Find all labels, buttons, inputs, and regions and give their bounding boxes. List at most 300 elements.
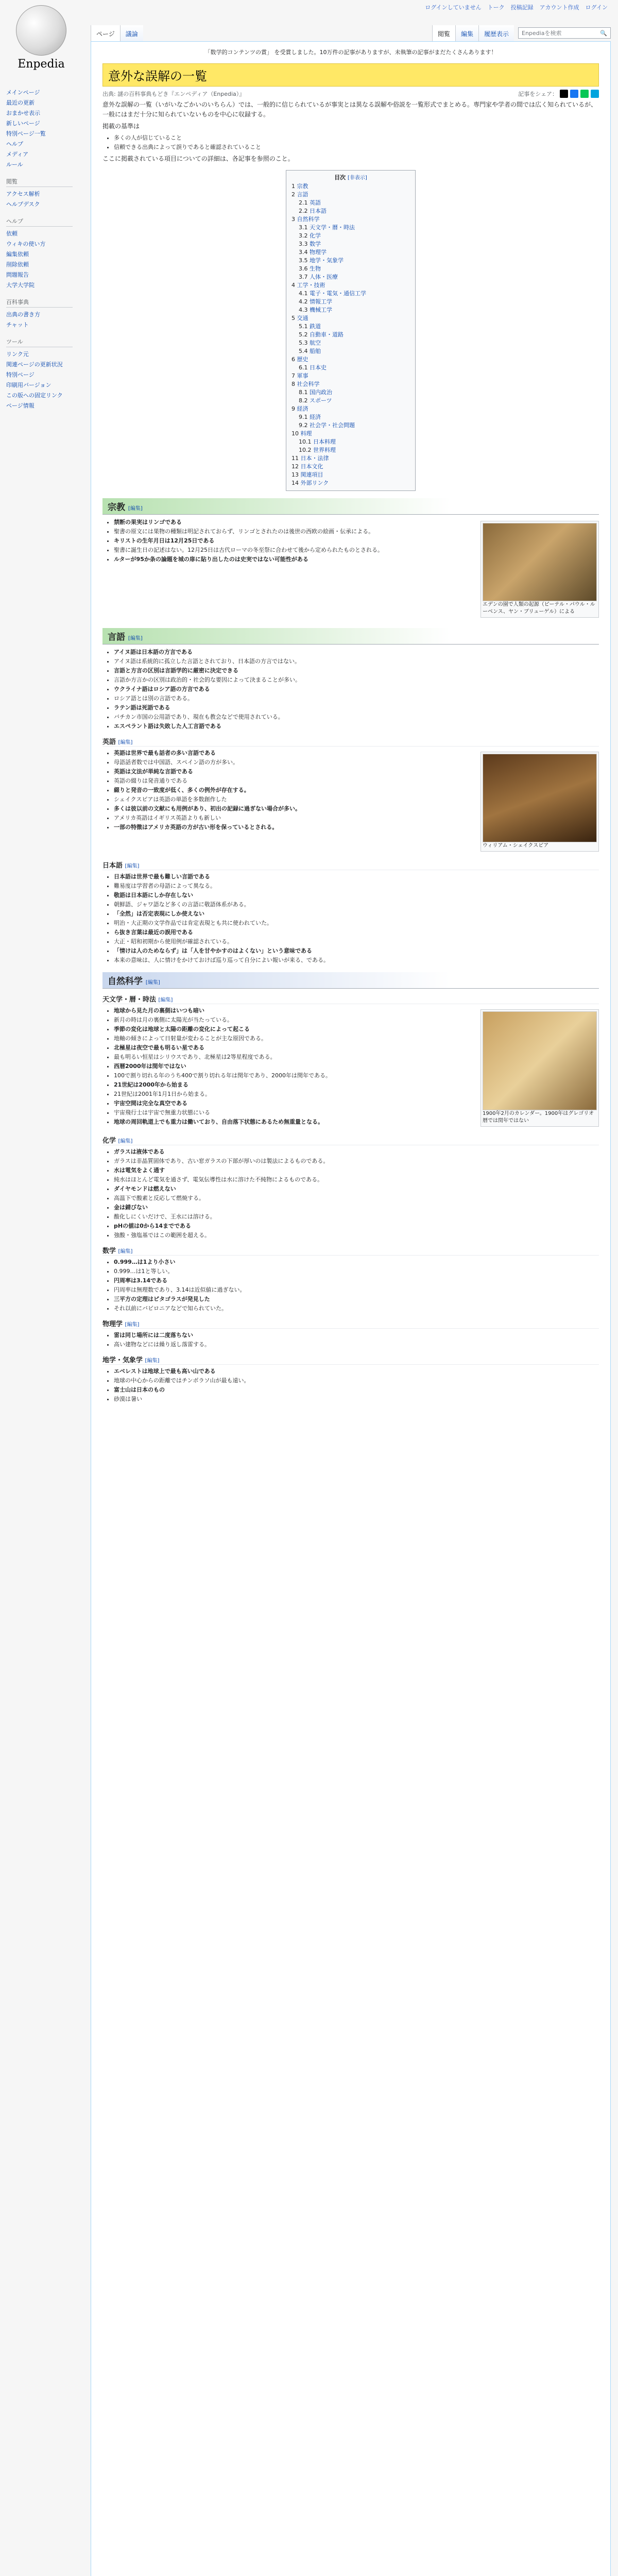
toc-link[interactable]: 軍事 (297, 372, 308, 379)
figure (480, 521, 599, 618)
toc-number: 3.6 (299, 265, 308, 272)
list-item: • エスペラント語は失敗した人工言語である (114, 722, 599, 731)
toc-item[interactable] (291, 290, 410, 298)
toc-link[interactable]: 日本語 (310, 208, 327, 214)
toc-link[interactable]: 地学・気象学 (310, 257, 344, 264)
list-item: • ロシア語とは別の言語である。 (114, 694, 599, 703)
toc-link[interactable]: 関連項目 (300, 471, 323, 478)
figure-caption: ウィリアム・シェイクスピア (483, 843, 549, 849)
personal-link[interactable]: ログイン (585, 4, 608, 11)
toc-number: 3.2 (299, 232, 308, 239)
item-list (114, 1331, 599, 1349)
toc-item[interactable] (291, 463, 410, 471)
section (102, 628, 599, 731)
list-item: • 地球から見た月の裏側はいつも暗い (114, 1006, 599, 1015)
section-title: 数学 (102, 1247, 116, 1255)
toc-item[interactable] (291, 323, 410, 331)
toc-item[interactable] (291, 265, 410, 273)
toc-item[interactable] (291, 240, 410, 248)
edit-section-link[interactable]: [編集] (125, 1322, 140, 1328)
list-item: • 地球の中心からの距離ではチンボラソ山が最も遠い。 (114, 1376, 599, 1385)
toc-link[interactable]: 社会学・社会問題 (310, 422, 355, 429)
list-item: • 高い建物などには繰り返し落雷する。 (114, 1340, 599, 1349)
toc-link[interactable]: 英語 (310, 199, 321, 206)
toc-link[interactable]: 経済 (310, 414, 321, 420)
section (102, 1135, 599, 1240)
list-item: • 英語は世界で最も話者の多い言語である (114, 749, 599, 758)
section (102, 1245, 599, 1313)
top-bar (0, 0, 618, 21)
search-icon[interactable]: 🔍 (600, 29, 607, 37)
edit-section-link[interactable]: [編集] (128, 636, 143, 641)
toc-number: 8.1 (299, 389, 308, 396)
toc-number: 2.2 (299, 208, 308, 214)
list-item: • ガラスは液体である (114, 1147, 599, 1157)
list-item: • 朝鮮語、ジャワ語など多くの言語に敬語体系がある。 (114, 900, 599, 909)
search-placeholder: Enpediaを検索 (522, 30, 562, 37)
section (102, 498, 599, 621)
toc-item[interactable] (291, 438, 410, 446)
list-item: • 高温下で酸素と反応して燃焼する。 (114, 1194, 599, 1203)
toc-number: 5.4 (299, 348, 308, 354)
toc-number: 1 (291, 183, 295, 190)
list-item: • 宇宙飛行士は宇宙で無重力状態にいる (114, 1108, 599, 1117)
toc-link[interactable]: 日本料理 (313, 438, 336, 445)
section-title: 宗教 (108, 502, 125, 513)
toc-item[interactable] (291, 331, 410, 339)
list-item: • 英語は文法が単純な言語である (114, 767, 599, 776)
toc-item[interactable] (291, 355, 410, 364)
toc-number: 3.1 (299, 224, 308, 231)
sidebar-item[interactable]: 依頼 (6, 230, 18, 237)
section (102, 860, 599, 965)
toc-number: 5.3 (299, 340, 308, 346)
criteria-item: • 信頼できる出典によって誤りであると確認されていること (114, 143, 599, 152)
toc-item[interactable] (291, 446, 410, 454)
sidebar-item[interactable]: 関連ページの更新状況 (6, 361, 63, 368)
toc-link[interactable]: 人体・医療 (310, 274, 338, 280)
toc-item[interactable] (291, 273, 410, 281)
toc-link[interactable]: 電子・電気・通信工学 (310, 290, 366, 297)
figure-image[interactable] (483, 1011, 597, 1110)
sidebar-item[interactable]: 最近の更新 (6, 99, 35, 106)
edit-section-link[interactable]: [編集] (158, 997, 173, 1003)
list-item: • 「情けは人のためならず」は「人を甘やかすのはよくない」という意味である (114, 946, 599, 956)
list-item: • 金は錆びない (114, 1203, 599, 1212)
list-item: • アイヌ語は日本語の方言である (114, 648, 599, 657)
toc-link[interactable]: 料理 (300, 430, 312, 437)
list-item: • ガラスは非晶質固体であり、古い窓ガラスの下部が厚いのは製法によるものである。 (114, 1157, 599, 1166)
toc-number: 8 (291, 381, 295, 387)
sidebar-section-title: ヘルプ (6, 217, 73, 227)
list-item: • キリストの生年月日は12月25日である (114, 536, 599, 546)
figure-image[interactable] (483, 523, 597, 601)
sidebar-item[interactable]: 新しいページ (6, 120, 40, 127)
subsection-heading (102, 994, 599, 1004)
toc-link[interactable]: 工学・技術 (297, 282, 325, 289)
subsection-heading (102, 1318, 599, 1329)
edit-section-link[interactable]: [編集] (118, 1249, 133, 1255)
table-of-contents (286, 170, 416, 491)
list-item: • ら抜き言葉は最近の誤用である (114, 928, 599, 937)
edit-section-link[interactable]: [編集] (118, 740, 133, 745)
list-item: • 円周率は無理数であり、3.14は近似値に過ぎない。 (114, 1285, 599, 1295)
edit-section-link[interactable]: [編集] (145, 980, 160, 986)
toc-number: 3.3 (299, 241, 308, 247)
tagline: 出典: 謎の百科事典もどき『エンペディア（Enpedia）』 (102, 91, 245, 97)
list-item: • 言語か方言かの区別は政治的・社会的な要因によって決まることが多い。 (114, 675, 599, 685)
sidebar-section (3, 217, 73, 291)
list-item: • 綴りと発音の一致度が低く、多くの例外が存在する。 (114, 786, 599, 795)
namespace-tabs (91, 25, 143, 41)
section-title: 化学 (102, 1137, 116, 1145)
item-list (114, 1147, 599, 1240)
toc-item[interactable] (291, 388, 410, 397)
toc-number: 6.1 (299, 364, 308, 371)
edit-section-link[interactable]: [編集] (145, 1358, 160, 1364)
figure (480, 1009, 599, 1127)
toc-item[interactable] (291, 430, 410, 438)
toc-number: 4 (291, 282, 295, 289)
toc-link[interactable]: 船舶 (310, 348, 321, 354)
list-item: • シェイクスピアは英語の単語を多数創作した (114, 795, 599, 804)
list-item: • 聖書に誕生日の記述はない。12月25日は古代ローマの冬至祭に合わせて後から定められたものとされる。 (114, 546, 599, 555)
item-list (114, 872, 599, 965)
list-item: • 禁断の果実はリンゴである (114, 518, 599, 527)
toc-number: 6 (291, 356, 295, 363)
list-item: • 新月の時は月の裏側に太陽光が当たっている。 (114, 1015, 599, 1025)
toc-item[interactable] (291, 421, 410, 430)
list-item: • ラテン語は死語である (114, 703, 599, 713)
toc-title (291, 174, 410, 182)
list-item: • 純水はほとんど電気を通さず、電気伝導性は水に溶けた不純物によるものである。 (114, 1175, 599, 1184)
toc-item[interactable] (291, 224, 410, 232)
toc-number: 3.5 (299, 257, 308, 264)
list-item: • 0.999…は1と等しい。 (114, 1267, 599, 1276)
page-title: 意外な誤解の一覧 (102, 63, 599, 87)
sections (102, 498, 599, 1404)
list-item: • 最も明るい恒星はシリウスであり、北極星は2等星程度である。 (114, 1053, 599, 1062)
sidebar-item[interactable]: チャット (6, 321, 29, 328)
sidebar-item[interactable]: 大学大学院 (6, 282, 35, 289)
sidebar-item[interactable]: 削除依頼 (6, 261, 29, 268)
sidebar-item[interactable]: ヘルプ (6, 141, 23, 147)
list-item: • 「全然」は否定表現にしか使えない (114, 909, 599, 919)
toc-number: 3 (291, 216, 295, 223)
tab-namespace[interactable]: 議論 (120, 25, 143, 41)
search-input[interactable] (518, 27, 611, 39)
list-item: • 大正・昭和初期から使用例が確認されている。 (114, 937, 599, 946)
sidebar-item[interactable]: 印刷用バージョン (6, 382, 52, 388)
view-tabs (432, 25, 611, 41)
list-item: • 難易度は学習者の母語によって異なる。 (114, 882, 599, 891)
criteria-item: • 多くの人が信じていること (114, 133, 599, 143)
section-heading (102, 628, 599, 645)
sidebar-item[interactable]: ページ情報 (6, 402, 35, 409)
toc-link[interactable]: 国内政治 (310, 389, 332, 396)
toc-number: 9.1 (299, 414, 308, 420)
globe-logo-icon (16, 5, 66, 56)
lead-paragraph: 意外な誤解の一覧（いがいなごかいのいちらん）では、一般的に信じられているが事実とは異なる誤解や俗説を一覧形式でまとめる。専門家や学者の間では広く知られているが、一般にはまだ十分に知られていないものを中心に収録する。 (102, 101, 597, 118)
sidebar-item[interactable]: メインページ (6, 89, 40, 96)
list-item: • 多くは彼以前の文献にも用例があり、初出の記録に過ぎない場合が多い。 (114, 804, 599, 814)
toc-number: 4.2 (299, 298, 308, 305)
note: ここに掲載されている項目についての詳細は、各記事を参照のこと。 (102, 155, 294, 162)
list-item: • 100で割り切れる年のうち400で割り切れる年は閏年であり、2000年は閏年である。 (114, 1071, 599, 1080)
share-label: 記事をシェア： (518, 91, 558, 97)
list-item: • 西暦2000年は閏年ではない (114, 1062, 599, 1071)
toc-link[interactable]: 歴史 (297, 356, 308, 363)
toc-item[interactable] (291, 364, 410, 372)
toc-link[interactable]: 化学 (310, 232, 321, 239)
sidebar-item[interactable]: 特別ページ一覧 (6, 130, 46, 137)
list-item: • アメリカ英語はイギリス英語よりも新しい (114, 814, 599, 823)
toc-link[interactable]: 交通 (297, 315, 308, 321)
toc-number: 2.1 (299, 199, 308, 206)
toc-link[interactable]: 物理学 (310, 249, 327, 256)
subsection-heading (102, 736, 599, 747)
subsection-heading (102, 860, 599, 870)
sidebar-item[interactable]: 問題報告 (6, 272, 29, 278)
personal-link[interactable]: トーク (487, 4, 505, 11)
toc-item[interactable] (291, 479, 410, 487)
list-item: • 英語の綴りは発音通りである (114, 776, 599, 786)
toc-number: 5.1 (299, 323, 308, 330)
section-title: 日本語 (102, 862, 123, 870)
sidebar-item[interactable]: リンク元 (6, 351, 29, 358)
toc-link[interactable]: 日本・法律 (300, 455, 329, 462)
item-list (114, 1258, 599, 1313)
toc-link[interactable]: 経済 (297, 405, 308, 412)
toc-item[interactable] (291, 199, 410, 207)
section (102, 972, 599, 989)
personal-tools (425, 3, 608, 11)
subsection-heading (102, 1354, 599, 1365)
list-item: • 強酸・強塩基ではこの範囲を超える。 (114, 1231, 599, 1240)
tab-view[interactable]: 閲覧 (432, 25, 455, 41)
toc-item[interactable] (291, 314, 410, 323)
toc-link[interactable]: 言語 (297, 191, 308, 198)
list-item: • 富士山は日本のもの (114, 1385, 599, 1395)
toc-number: 9 (291, 405, 295, 412)
list-item: • 三平方の定理はピタゴラスが発見した (114, 1295, 599, 1304)
section (102, 1318, 599, 1349)
list-item: • 地球の周回軌道上でも重力は働いており、自由落下状態にあるため無重量となる。 (114, 1117, 599, 1127)
toc-item[interactable] (291, 232, 410, 240)
subsection-heading (102, 1245, 599, 1256)
toc-link[interactable]: 天文学・暦・時法 (310, 224, 355, 231)
section-heading (102, 498, 599, 515)
figure-image[interactable] (483, 754, 597, 842)
list-item: • 聖書の原文には果物の種類は明記されておらず、リンゴとされたのは後世の西欧の絵画・伝承による。 (114, 527, 599, 536)
toc-item[interactable] (291, 298, 410, 306)
toc-link[interactable]: 情報工学 (310, 298, 332, 305)
sidebar (3, 88, 73, 418)
toc-link[interactable]: スポーツ (310, 397, 332, 404)
section-title: 物理学 (102, 1320, 123, 1328)
toc-link[interactable]: 機械工学 (310, 307, 332, 313)
toc-link[interactable]: 日本文化 (300, 463, 323, 470)
toc-link[interactable]: 外部リンク (300, 480, 329, 486)
toc-number: 7 (291, 372, 295, 379)
list-item: • 水は電気をよく通す (114, 1166, 599, 1175)
sidebar-item[interactable]: ルール (6, 161, 23, 168)
toc-number: 12 (291, 463, 299, 470)
list-item: • 日本語は世界で最も難しい言語である (114, 872, 599, 882)
twitter-share-icon[interactable] (560, 90, 568, 98)
list-item: • 21世紀は2000年から始まる (114, 1080, 599, 1090)
tab-view[interactable]: 履歴表示 (478, 25, 514, 41)
tab-view[interactable]: 編集 (455, 25, 478, 41)
list-item: • バチカン市国の公用語であり、現在も教会などで使用されている。 (114, 713, 599, 722)
tab-namespace[interactable]: ページ (91, 25, 120, 41)
list-item: • 言語と方言の区別は言語学的に厳密に決定できる (114, 666, 599, 675)
item-list (114, 1367, 599, 1404)
toc-item[interactable] (291, 405, 410, 413)
item-list (114, 648, 599, 731)
section-title: 言語 (108, 632, 125, 642)
main-content (91, 41, 611, 2576)
section-title: 英語 (102, 738, 116, 746)
personal-link[interactable]: ログインしていません (425, 4, 482, 11)
toc-number: 9.2 (299, 422, 308, 429)
list-item: • 地軸の傾きによって日射量が変わることが主な原因である。 (114, 1034, 599, 1043)
toc-link[interactable]: 宗教 (297, 183, 308, 190)
sidebar-item[interactable]: 出典の書き方 (6, 311, 40, 318)
sidebar-item[interactable]: 特別ページ (6, 371, 35, 378)
sidebar-item[interactable]: メディア (6, 151, 29, 158)
page-tabs (91, 21, 611, 41)
edit-section-link[interactable]: [編集] (125, 863, 140, 869)
toc-item[interactable] (291, 347, 410, 355)
sidebar-section-title: 閲覧 (6, 177, 73, 187)
toc-item[interactable] (291, 215, 410, 224)
sidebar-section (3, 88, 73, 170)
toc-link[interactable]: 自動車・道路 (310, 331, 344, 338)
toc-item[interactable] (291, 248, 410, 257)
toc-item[interactable] (291, 397, 410, 405)
toc-number: 2 (291, 191, 295, 198)
criteria-title: 掲載の基準は (102, 123, 140, 130)
share-buttons (518, 90, 599, 98)
toc-number: 4.1 (299, 290, 308, 297)
toc-item[interactable] (291, 191, 410, 199)
list-item: • 本来の意味は、人に情けをかけておけば巡り巡って自分によい報いが来る、である。 (114, 956, 599, 965)
toc-number: 10.1 (299, 438, 312, 445)
toc-item[interactable] (291, 413, 410, 421)
toc-link[interactable]: 鉄道 (310, 323, 321, 330)
sidebar-item[interactable]: アクセス解析 (6, 191, 40, 197)
toc-item[interactable] (291, 207, 410, 215)
list-item: • 明治・大正期の文学作品では肯定表現とも共に使われていた。 (114, 919, 599, 928)
toc-item[interactable] (291, 339, 410, 347)
toc-item[interactable] (291, 372, 410, 380)
list-item: • 北極星は夜空で最も明るい星である (114, 1043, 599, 1053)
sidebar-section-title: ツール (6, 337, 73, 347)
sidebar-section (3, 177, 73, 210)
site-name: Enpedia (18, 58, 65, 71)
toc-link[interactable]: 自然科学 (297, 216, 320, 223)
personal-link[interactable]: 投稿記録 (510, 4, 534, 11)
list-item: • ルターが95か条の論題を城の扉に貼り出したのは史実ではない可能性がある (114, 555, 599, 564)
toc-toggle[interactable]: [非表示] (348, 175, 367, 181)
list-item: • 雷は同じ場所には二度落ちない (114, 1331, 599, 1340)
section-title: 自然科学 (108, 976, 143, 987)
toc-number: 5 (291, 315, 295, 321)
sidebar-section (3, 337, 73, 411)
edit-section-link[interactable]: [編集] (128, 506, 143, 512)
sidebar-item[interactable]: ウィキの使い方 (6, 241, 46, 247)
sidebar-item[interactable]: おまかせ表示 (6, 110, 40, 116)
toc-link[interactable]: 数学 (310, 241, 321, 247)
toc-number: 14 (291, 480, 299, 486)
toc-link[interactable]: 日本史 (310, 364, 327, 371)
sidebar-section (3, 298, 73, 330)
section-heading (102, 972, 599, 989)
list-item: • ウクライナ語はロシア語の方言である (114, 685, 599, 694)
sidebar-item[interactable]: ヘルプデスク (6, 201, 40, 208)
figure (480, 752, 599, 852)
list-item: • 一部の特徴はアメリカ英語の方が古い形を保っているとされる。 (114, 823, 599, 832)
sidebar-section-title: 百科事典 (6, 298, 73, 308)
list-item: • エベレストは地球上で最も高い山である (114, 1367, 599, 1376)
toc-number: 5.2 (299, 331, 308, 338)
list-item: • それ以前にバビロニアなどで知られていた。 (114, 1304, 599, 1313)
toc-number: 3.4 (299, 249, 308, 256)
list-item: • 21世紀は2001年1月1日から始まる。 (114, 1090, 599, 1099)
toc-item[interactable] (291, 306, 410, 314)
personal-link[interactable]: アカウント作成 (539, 4, 579, 11)
toc-item[interactable] (291, 182, 410, 191)
toc-item[interactable] (291, 257, 410, 265)
toc-link[interactable]: 航空 (310, 340, 321, 346)
toc-number: 13 (291, 471, 299, 478)
sidebar-item[interactable]: この版への固定リンク (6, 392, 63, 399)
sidebar-item[interactable]: 編集依頼 (6, 251, 29, 258)
section (102, 736, 599, 855)
subsection-heading (102, 1135, 599, 1145)
toc-number: 10.2 (299, 447, 312, 453)
toc-number: 8.2 (299, 397, 308, 404)
toc-item[interactable] (291, 380, 410, 388)
list-item: • 敬語は日本語にしか存在しない (114, 891, 599, 900)
list-item: • 宇宙空間は完全な真空である (114, 1099, 599, 1108)
list-item: • 母語話者数では中国語、スペイン語の方が多い。 (114, 758, 599, 767)
toc-number: 4.3 (299, 307, 308, 313)
edit-section-link[interactable]: [編集] (118, 1139, 133, 1144)
section-title: 天文学・暦・時法 (102, 996, 157, 1004)
toc-number: 3.7 (299, 274, 308, 280)
list-item: • ダイヤモンドは燃えない (114, 1184, 599, 1194)
site-notice: 「数学的コンテンツの賞」 を受賞しました。10万件の記事がありますが、未執筆の記事がまだたくさんあります！ (204, 49, 497, 56)
toc-link[interactable]: 生物 (310, 265, 321, 272)
site-logo[interactable] (5, 5, 77, 82)
figure-caption: 1900年2月のカレンダー。1900年はグレゴリオ暦では閏年ではない (483, 1111, 594, 1124)
list-item: • pHの値は0から14までである (114, 1222, 599, 1231)
toc-item[interactable] (291, 281, 410, 290)
toc-link[interactable]: 社会科学 (297, 381, 320, 387)
bookmark-share-icon[interactable] (591, 90, 599, 98)
toc-item[interactable] (291, 454, 410, 463)
facebook-share-icon[interactable] (570, 90, 578, 98)
list-item: • アイヌ語は系統的に孤立した言語とされており、日本語の方言ではない。 (114, 657, 599, 666)
toc-number: 11 (291, 455, 299, 462)
line-share-icon[interactable] (580, 90, 589, 98)
toc-link[interactable]: 世界料理 (313, 447, 336, 453)
toc-item[interactable] (291, 471, 410, 479)
list-item: • 季節の変化は地球と太陽の距離の変化によって起こる (114, 1025, 599, 1034)
criteria-list (114, 133, 599, 152)
